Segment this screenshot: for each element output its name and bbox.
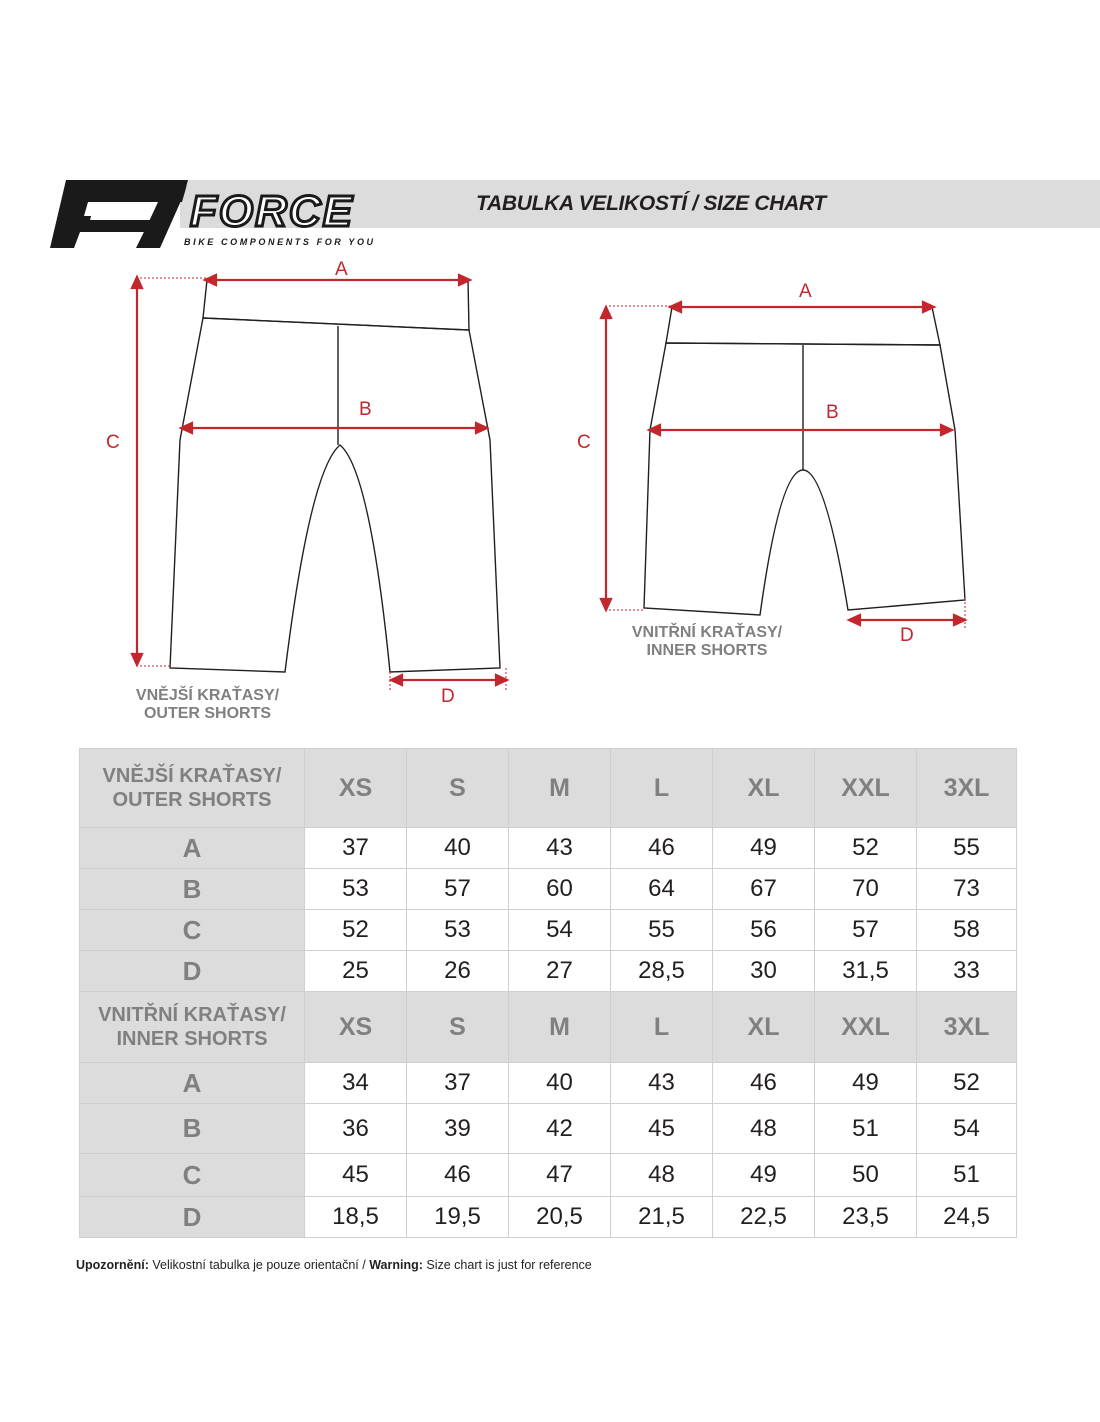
inner-caption-line1: VNITŘNÍ KRAŤASY/: [631, 624, 783, 641]
table-cell: 57: [815, 910, 917, 951]
size-header-3xl: 3XL: [917, 749, 1017, 828]
table-cell: 53: [305, 869, 407, 910]
table-cell: 51: [815, 1104, 917, 1154]
table-cell: 48: [611, 1154, 713, 1197]
table-cell: 46: [407, 1154, 509, 1197]
table-cell: 49: [815, 1063, 917, 1104]
inner-table-title: [80, 992, 305, 1063]
table-cell: 45: [305, 1154, 407, 1197]
row-label: A: [80, 1063, 305, 1104]
table-cell: 28,5: [611, 951, 713, 992]
row-label: D: [80, 1197, 305, 1238]
outer-dim-a-label: A: [335, 259, 348, 280]
row-label: A: [80, 828, 305, 869]
outer-shorts-caption: [130, 687, 285, 723]
warning-cz-label: Upozornění:: [76, 1258, 149, 1272]
table-cell: 55: [611, 910, 713, 951]
table-cell: 30: [713, 951, 815, 992]
outer-dim-c-label: C: [106, 432, 120, 453]
table-row: [80, 1104, 1017, 1154]
outer-dim-b-label: B: [359, 399, 372, 420]
size-header-xs: XS: [305, 992, 407, 1063]
warning-en-text: Size chart is just for reference: [422, 1258, 592, 1272]
table-cell: 34: [305, 1063, 407, 1104]
table-row: [80, 869, 1017, 910]
table-cell: 25: [305, 951, 407, 992]
outer-header-row: [80, 749, 1017, 828]
table-cell: 36: [305, 1104, 407, 1154]
brand-wordmark: FORCE: [190, 187, 354, 236]
size-header-m: M: [509, 749, 611, 828]
size-header-xl: XL: [713, 749, 815, 828]
table-cell: 57: [407, 869, 509, 910]
table-cell: 24,5: [917, 1197, 1017, 1238]
inner-dim-d-label: D: [900, 625, 914, 646]
size-header-3xl: 3XL: [917, 992, 1017, 1063]
outer-dim-d-label: D: [441, 686, 455, 707]
inner-title-line1: VNITŘNÍ KRAŤASY/: [98, 1004, 286, 1026]
table-cell: 58: [917, 910, 1017, 951]
table-cell: 19,5: [407, 1197, 509, 1238]
footer-warning: [76, 1258, 592, 1272]
table-cell: 54: [509, 910, 611, 951]
table-cell: 20,5: [509, 1197, 611, 1238]
outer-title-line1: VNĚJŠÍ KRAŤASY/: [102, 765, 282, 787]
table-row: [80, 1063, 1017, 1104]
row-label: C: [80, 1154, 305, 1197]
inner-dim-c-label: C: [577, 432, 591, 453]
size-header-l: L: [611, 749, 713, 828]
table-cell: 26: [407, 951, 509, 992]
size-header-xl: XL: [713, 992, 815, 1063]
table-cell: 40: [509, 1063, 611, 1104]
table-cell: 40: [407, 828, 509, 869]
table-cell: 37: [305, 828, 407, 869]
inner-shorts-caption: [626, 624, 788, 660]
table-cell: 42: [509, 1104, 611, 1154]
table-cell: 50: [815, 1154, 917, 1197]
inner-caption-line2: INNER SHORTS: [646, 642, 768, 659]
table-cell: 60: [509, 869, 611, 910]
row-label: D: [80, 951, 305, 992]
table-cell: 56: [713, 910, 815, 951]
table-cell: 31,5: [815, 951, 917, 992]
outer-caption-line2: OUTER SHORTS: [143, 705, 272, 722]
size-header-xxl: XXL: [815, 749, 917, 828]
table-row: [80, 828, 1017, 869]
inner-header-row: [80, 992, 1017, 1063]
table-cell: 45: [611, 1104, 713, 1154]
table-cell: 52: [815, 828, 917, 869]
table-cell: 52: [917, 1063, 1017, 1104]
outer-table-title: [80, 749, 305, 828]
table-cell: 18,5: [305, 1197, 407, 1238]
table-cell: 43: [611, 1063, 713, 1104]
size-header-s: S: [407, 992, 509, 1063]
table-cell: 22,5: [713, 1197, 815, 1238]
table-row: [80, 1197, 1017, 1238]
page-title: TABULKA VELIKOSTÍ / SIZE CHART: [476, 192, 826, 215]
table-cell: 52: [305, 910, 407, 951]
table-cell: 43: [509, 828, 611, 869]
table-cell: 64: [611, 869, 713, 910]
table-cell: 48: [713, 1104, 815, 1154]
table-cell: 33: [917, 951, 1017, 992]
row-label: C: [80, 910, 305, 951]
table-cell: 49: [713, 828, 815, 869]
table-cell: 54: [917, 1104, 1017, 1154]
table-cell: 67: [713, 869, 815, 910]
size-header-xs: XS: [305, 749, 407, 828]
table-cell: 21,5: [611, 1197, 713, 1238]
size-header-s: S: [407, 749, 509, 828]
table-cell: 53: [407, 910, 509, 951]
outer-title-line2: OUTER SHORTS: [112, 789, 272, 811]
table-cell: 46: [611, 828, 713, 869]
table-cell: 73: [917, 869, 1017, 910]
warning-cz-text: Velikostní tabulka je pouze orientační /: [148, 1258, 370, 1272]
table-cell: 51: [917, 1154, 1017, 1197]
table-cell: 23,5: [815, 1197, 917, 1238]
table-cell: 70: [815, 869, 917, 910]
table-cell: 46: [713, 1063, 815, 1104]
inner-dim-a-label: A: [799, 281, 812, 302]
table-cell: 47: [509, 1154, 611, 1197]
brand-tagline: BIKE COMPONENTS FOR YOU: [184, 237, 376, 247]
warning-en-label: Warning:: [369, 1258, 423, 1272]
size-chart-table: [79, 748, 1017, 1238]
row-label: B: [80, 1104, 305, 1154]
table-row: [80, 910, 1017, 951]
inner-title-line2: INNER SHORTS: [116, 1028, 268, 1050]
table-row: [80, 951, 1017, 992]
size-header-m: M: [509, 992, 611, 1063]
table-cell: 49: [713, 1154, 815, 1197]
size-header-l: L: [611, 992, 713, 1063]
inner-dim-b-label: B: [826, 402, 839, 423]
table-cell: 27: [509, 951, 611, 992]
table-row: [80, 1154, 1017, 1197]
table-cell: 55: [917, 828, 1017, 869]
table-cell: 39: [407, 1104, 509, 1154]
row-label: B: [80, 869, 305, 910]
size-header-xxl: XXL: [815, 992, 917, 1063]
table-cell: 37: [407, 1063, 509, 1104]
outer-caption-line1: VNĚJŠÍ KRAŤASY/: [135, 687, 280, 704]
